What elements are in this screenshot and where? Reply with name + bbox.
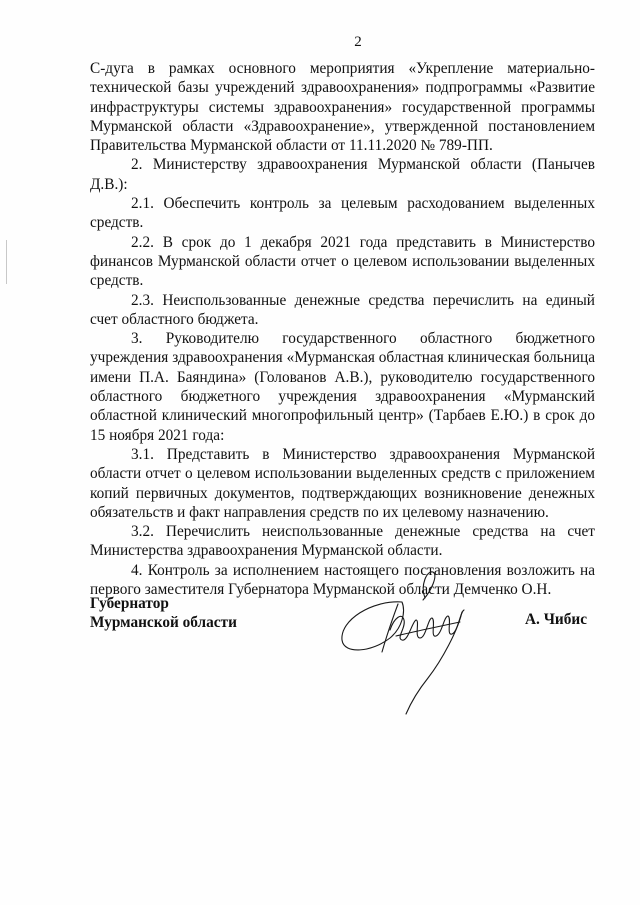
paragraph-item-3: 3. Руководителю государственного областного бюджетного учреждения здравоохранения «Мурманская областная клиническая больница имени П.А. Баяндина» (Голованов А.В.), руководителю государственного областного бюджетного учреждения здравоохранения «Мурманский областной клинический многопрофильный центр» (Тарбаев Е.Ю.) в срок до 15 ноября 2021 года: [90, 330, 595, 444]
signatory-name: А. Чибис [525, 611, 587, 628]
paragraph-item-2-1: 2.1. Обеспечить контроль за целевым расходованием выделенных средств. [90, 195, 595, 232]
paragraph-item-3-1: 3.1. Представить в Министерство здравоохранения Мурманской области отчет о целевом использовании выделенных средств с приложением копий первичных документов, подтверждающих возникновение денежных обязательств и факт направления средств по их целевому назначению. [90, 445, 595, 521]
paragraph-item-4: 4. Контроль за исполнением настоящего постановления возложить на первого заместителя Губернатора Мурманской области Демченко О.Н. [90, 561, 595, 599]
signatory-title-line2: Мурманской области [90, 614, 237, 631]
handwritten-signature-icon [332, 560, 482, 720]
paragraph-intro: С-дуга в рамках основного мероприятия «Укрепление материально-технической базы учреждений здравоохранения» подпрограммы «Развитие инфраструктуры системы здравоохранения» государственной программы Мурманской области «Здравоохранение», утвержденной постановлением Правительства Мурманской области от 11.11.2020 № 789-ПП. [90, 60, 595, 155]
scan-margin-mark [6, 240, 7, 284]
paragraph-item-2: 2. Министерству здравоохранения Мурманской области (Панычев Д.В.): [90, 156, 595, 193]
paragraph-item-2-3: 2.3. Неиспользованные денежные средства перечислить на единый счет областного бюджета. [90, 291, 595, 328]
signatory-title-line1: Губернатор [90, 595, 169, 612]
document-body [90, 59, 595, 599]
page-number: 2 [354, 34, 362, 50]
paragraph-item-2-2: 2.2. В срок до 1 декабря 2021 года представить в Министерство финансов Мурманской области отчет о целевом использовании выделенных средств. [90, 233, 595, 290]
paragraph-item-3-2: 3.2. Перечислить неиспользованные денежные средства на счет Министерства здравоохранения Мурманской области. [90, 523, 595, 560]
signatory-title [90, 594, 237, 632]
